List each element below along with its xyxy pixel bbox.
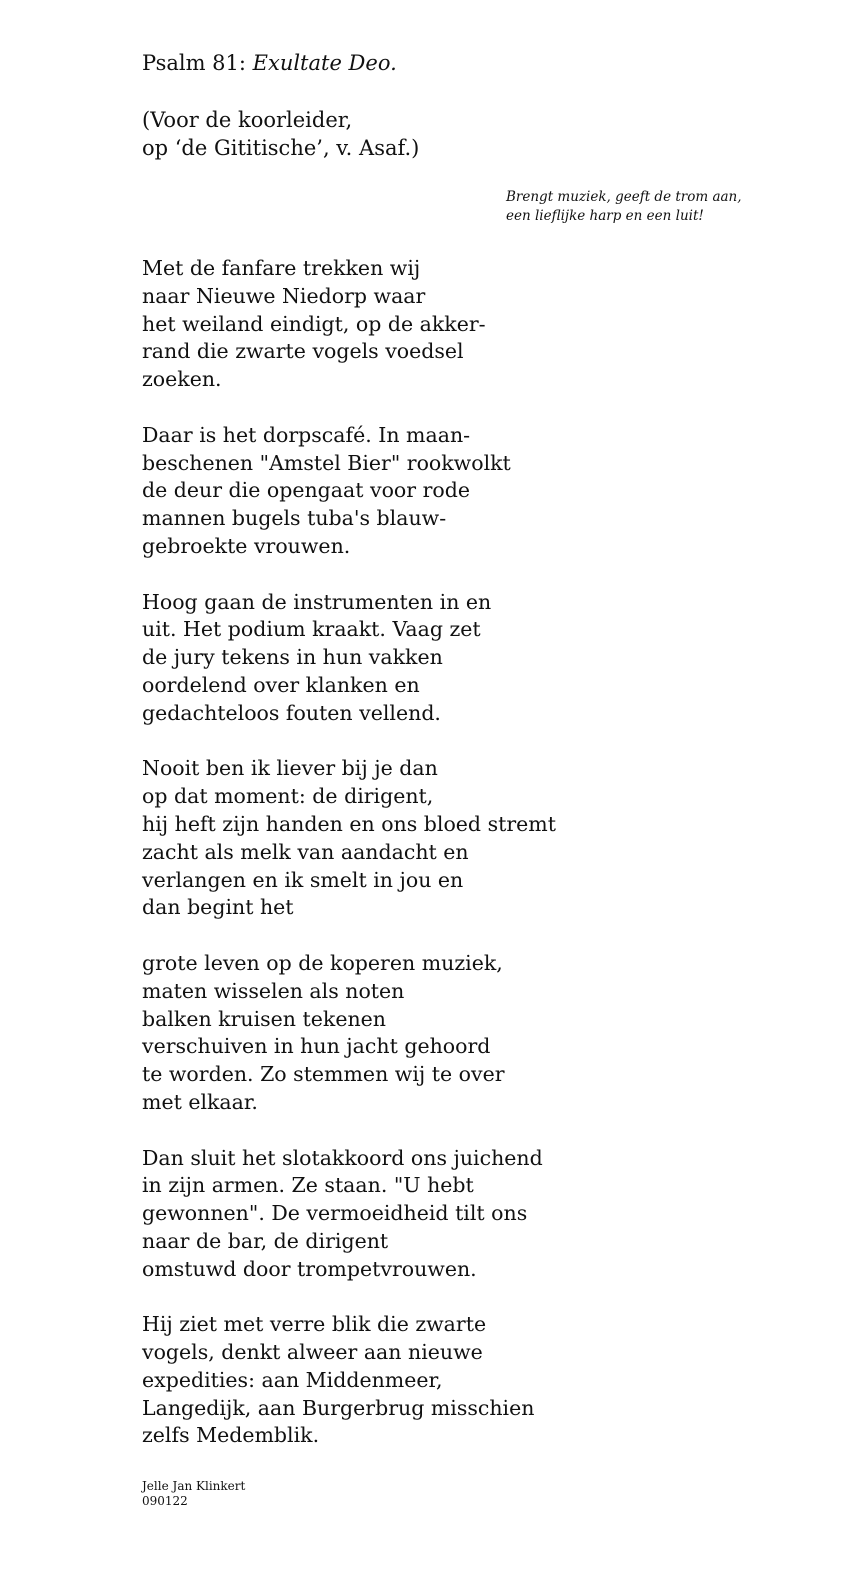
poem-line: grote leven op de koperen muziek, xyxy=(142,950,503,975)
poem-body xyxy=(142,255,556,1478)
poem-line: oordelend over klanken en xyxy=(142,672,420,697)
poem-line: Dan sluit het slotakkoord ons juichend xyxy=(142,1145,543,1170)
dedication-line: (Voor de koorleider, xyxy=(142,108,353,132)
poem-line: uit. Het podium kraakt. Vaag zet xyxy=(142,617,481,642)
poem-line: Langedijk, aan Burgerbrug misschien xyxy=(142,1395,535,1420)
poem-line: naar Nieuwe Niedorp waar xyxy=(142,283,426,308)
stanza xyxy=(142,422,556,561)
poem-line: naar de bar, de dirigent xyxy=(142,1228,389,1253)
stanza xyxy=(142,950,556,1117)
poem-title xyxy=(142,49,397,77)
author-name: Jelle Jan Klinkert xyxy=(142,1479,246,1493)
signature xyxy=(142,1479,245,1509)
poem-line: het weiland eindigt, op de akker- xyxy=(142,311,486,336)
poem-line: verschuiven in hun jacht gehoord xyxy=(142,1034,491,1059)
stanza xyxy=(142,255,556,394)
poem-line: Daar is het dorpscafé. In maan- xyxy=(142,422,471,447)
poem-line: Hoog gaan de instrumenten in en xyxy=(142,589,492,614)
dedication xyxy=(142,106,419,162)
poem-date: 090122 xyxy=(142,1494,188,1508)
poem-line: met elkaar. xyxy=(142,1089,258,1114)
stanza xyxy=(142,1311,556,1450)
poem-line: gedachteloos fouten vellend. xyxy=(142,700,441,725)
stanza xyxy=(142,589,556,728)
poem-line: vogels, denkt alweer aan nieuwe xyxy=(142,1340,483,1365)
poem-line: rand die zwarte vogels voedsel xyxy=(142,339,464,364)
poem-line: zoeken. xyxy=(142,367,222,392)
poem-line: te worden. Zo stemmen wij te over xyxy=(142,1062,505,1087)
poem-line: dan begint het xyxy=(142,895,294,920)
poem-line: in zijn armen. Ze staan. "U hebt xyxy=(142,1173,474,1198)
poem-line: verlangen en ik smelt in jou en xyxy=(142,867,464,892)
epigraph-line: Brengt muziek, geeft de trom aan, xyxy=(506,189,742,205)
poem-line: zacht als melk van aandacht en xyxy=(142,839,469,864)
poem-line: op dat moment: de dirigent, xyxy=(142,784,434,809)
poem-line: gewonnen". De vermoeidheid tilt ons xyxy=(142,1201,528,1226)
poem-line: mannen bugels tuba's blauw- xyxy=(142,506,447,531)
poem-line: maten wisselen als noten xyxy=(142,978,405,1003)
epigraph xyxy=(506,188,742,226)
title-latin: Exultate Deo. xyxy=(252,51,397,75)
stanza xyxy=(142,1145,556,1284)
poem-line: omstuwd door trompetvrouwen. xyxy=(142,1256,477,1281)
poem-line: balken kruisen tekenen xyxy=(142,1006,386,1031)
poem-line: hij heft zijn handen en ons bloed stremt xyxy=(142,811,556,836)
dedication-line: op ‘de Gititische’, v. Asaf.) xyxy=(142,136,420,160)
poem-line: Nooit ben ik liever bij je dan xyxy=(142,756,438,781)
poem-line: beschenen "Amstel Bier" rookwolkt xyxy=(142,450,511,475)
poem-line: de deur die opengaat voor rode xyxy=(142,478,470,503)
poem-line: expedities: aan Middenmeer, xyxy=(142,1367,443,1392)
title-prefix: Psalm 81: xyxy=(142,51,253,75)
stanza xyxy=(142,755,556,922)
poem-line: zelfs Medemblik. xyxy=(142,1423,320,1448)
poem-line: Hij ziet met verre blik die zwarte xyxy=(142,1312,487,1337)
epigraph-line: een lieflijke harp en een luit! xyxy=(506,208,704,224)
poem-line: de jury tekens in hun vakken xyxy=(142,645,443,670)
poem-line: gebroekte vrouwen. xyxy=(142,533,351,558)
poem-line: Met de fanfare trekken wij xyxy=(142,256,421,280)
